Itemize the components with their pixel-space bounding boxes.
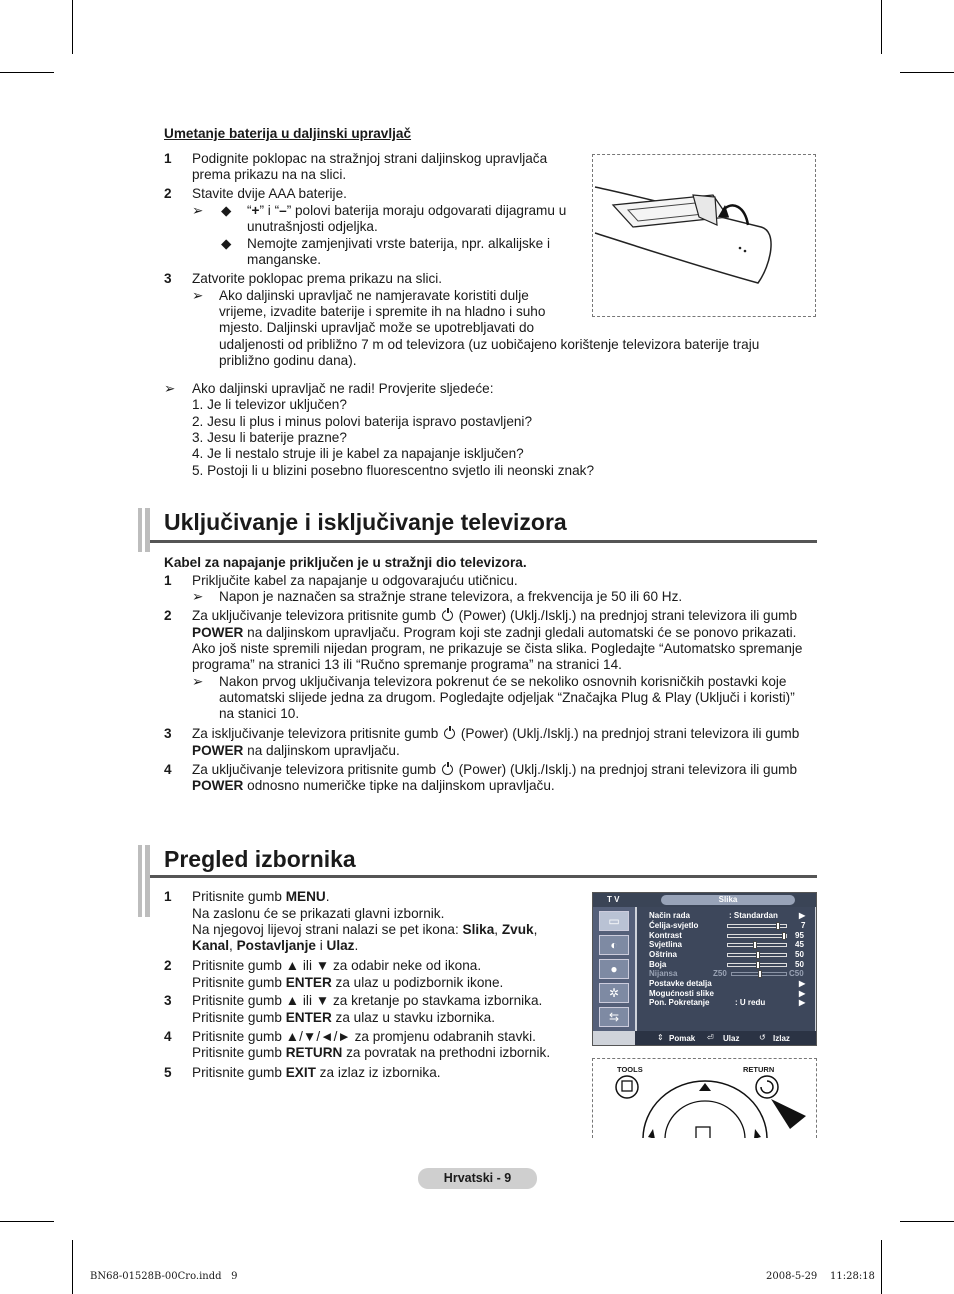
slider-knob xyxy=(756,951,760,959)
tv-menu-row: Oštrina xyxy=(649,950,678,959)
step-number: 4 xyxy=(164,762,172,777)
tv-menu-slider xyxy=(727,924,787,928)
footer-exit: Izlaz xyxy=(773,1034,790,1043)
checklist-text: Ako daljinski upravljač ne radi! Provjerite sljedeće: xyxy=(192,381,494,396)
step-number: 2 xyxy=(164,958,172,973)
file-info: BN68-01528B-00Cro.indd 9 xyxy=(90,1271,238,1282)
note-text: manganske. xyxy=(247,252,322,267)
tv-menu-row: Način rada xyxy=(649,911,690,920)
step-text: POWER na daljinskom upravljaču. xyxy=(192,743,400,758)
tv-label: T V xyxy=(607,895,620,904)
step-text: prema prikazu na na slici. xyxy=(192,167,347,182)
tv-menu-header: Slika xyxy=(661,895,795,905)
tv-menu-value: 95 xyxy=(795,931,804,940)
tv-menu-row: Boja xyxy=(649,960,667,969)
note-text: Nemojte zamjenjivati vrste baterija, npr. alkalijske i xyxy=(247,236,550,251)
crop-mark xyxy=(881,1240,882,1294)
tv-menu-row-disabled: Nijansa xyxy=(649,969,678,978)
checklist-item: 3. Jesu li baterije prazne? xyxy=(192,430,347,445)
step-text: Zatvorite poklopac prema prikazu na slici. xyxy=(192,271,443,286)
footer-enter: Ulaz xyxy=(723,1034,740,1043)
tv-menu-value: Z50 xyxy=(713,969,727,978)
note-arrow-icon: ➢ xyxy=(192,288,204,303)
crop-mark xyxy=(900,1221,954,1222)
slider-knob xyxy=(753,941,757,949)
tv-menu-topbar xyxy=(593,893,816,907)
tv-menu-value: C50 xyxy=(789,969,804,978)
crop-mark xyxy=(0,72,54,73)
battery-heading: Umetanje baterija u daljinski upravljač xyxy=(164,126,412,141)
tv-menu-arrow: ▶ xyxy=(799,911,806,920)
enter-icon: ⏎ xyxy=(707,1033,714,1042)
section-rule xyxy=(150,540,817,543)
page-number-badge: Hrvatski - 9 xyxy=(418,1168,537,1189)
tv-menu-slider xyxy=(727,943,787,947)
step-text: Na zaslonu će se prikazati glavni izbornik. xyxy=(192,906,445,921)
tv-menu-arrow: ▶ xyxy=(799,979,806,988)
tv-menu-value: 45 xyxy=(795,940,804,949)
step-number: 3 xyxy=(164,271,172,286)
step-text: POWER odnosno numeričke tipke na daljinskom upravljaču. xyxy=(192,778,555,793)
slider-knob xyxy=(782,932,786,940)
tv-menu-slider xyxy=(731,972,787,976)
section-title-power: Uključivanje i isključivanje televizora xyxy=(164,509,567,535)
tv-menu-screenshot xyxy=(592,892,817,1046)
note-text: na stanici 10. xyxy=(219,706,300,721)
tv-menu-value: 7 xyxy=(801,921,806,930)
slider-knob xyxy=(756,961,760,969)
tv-menu-slider xyxy=(727,963,787,967)
step-text: Pritisnite gumb MENU. xyxy=(192,889,330,904)
footer-move: Pomak xyxy=(669,1034,696,1043)
step-number: 3 xyxy=(164,993,172,1008)
section-marker xyxy=(138,845,150,917)
crop-mark xyxy=(72,0,73,54)
picture-icon: ▭ xyxy=(599,911,629,931)
input-icon: ⇆ xyxy=(599,1007,629,1027)
tools-label: TOOLS xyxy=(617,1065,643,1074)
power-icon xyxy=(444,728,455,739)
note-arrow-icon: ➢ xyxy=(192,203,204,218)
note-arrow-icon: ➢ xyxy=(164,381,176,396)
print-date: 2008-5-29 11:28:18 xyxy=(766,1271,875,1282)
note-text: automatski slijede jedna za drugom. Pogledajte odjeljak “Značajka Plug & Play (Uključi i koristi)” xyxy=(219,690,795,705)
section-marker xyxy=(138,508,150,552)
step-text: Ako još niste spremili nijedan program, ne prikazuje se čista slika. Pogledajte “Automatsko spremanje xyxy=(192,641,803,656)
section-title-menu: Pregled izbornika xyxy=(164,846,356,872)
step-number: 1 xyxy=(164,889,172,904)
tv-menu-row: Svjetlina xyxy=(649,940,682,949)
tv-menu-value: : U redu xyxy=(735,998,766,1007)
bullet-icon: ◆ xyxy=(221,203,232,218)
step-text: POWER na daljinskom upravljaču. Program koji ste zadnji gledali automatski će se ponovo prikazati. xyxy=(192,625,797,640)
tv-menu-value: 50 xyxy=(795,960,804,969)
checklist-item: 4. Je li nestalo struje ili je kabel za napajanje isključen? xyxy=(192,446,524,461)
tv-menu-sidebar xyxy=(593,907,635,1031)
tv-menu-slider xyxy=(727,953,787,957)
step-text: Pritisnite gumb ▲/▼/◄/► za promjenu odabranih stavki. xyxy=(192,1029,536,1044)
section-rule xyxy=(150,875,817,878)
setup-icon: ✲ xyxy=(599,983,629,1003)
step-number: 4 xyxy=(164,1029,172,1044)
step-text: Za uključivanje televizora pritisnite gumb (Power) (Uklj./Isklj.) na prednjoj strani televizora ili gumb xyxy=(192,608,798,623)
updown-icon: ⇕ xyxy=(657,1033,664,1042)
tv-menu-arrow: ▶ xyxy=(799,989,806,998)
power-icon xyxy=(442,764,453,775)
checklist-item: 1. Je li televizor uključen? xyxy=(192,397,347,412)
return-label: RETURN xyxy=(743,1065,775,1074)
tv-menu-arrow: ▶ xyxy=(799,998,806,1007)
step-text: programa” na stranici 13 ili “Ručno spremanje programa” na stranici 14. xyxy=(192,657,622,672)
step-text: Pritisnite gumb RETURN za povratak na prethodni izbornik. xyxy=(192,1045,551,1060)
crop-mark xyxy=(881,0,882,54)
power-icon xyxy=(442,610,453,621)
step-number: 1 xyxy=(164,151,172,166)
step-number: 1 xyxy=(164,573,172,588)
crop-mark xyxy=(0,1221,54,1222)
step-text: Kanal, Postavljanje i Ulaz. xyxy=(192,938,359,953)
step-text: Pritisnite gumb ENTER za ulaz u stavku izbornika. xyxy=(192,1010,495,1025)
note-text: “+” i “–” polovi baterija moraju odgovarati dijagramu u xyxy=(247,203,567,218)
step-text: Za isključivanje televizora pritisnite gumb (Power) (Uklj./Isklj.) na prednjoj strani televizora ili gumb xyxy=(192,726,800,741)
step-number: 2 xyxy=(164,186,172,201)
section-intro: Kabel za napajanje priključen je u stražnji dio televizora. xyxy=(164,555,527,570)
note-arrow-icon: ➢ xyxy=(192,589,204,604)
slider-knob xyxy=(758,970,762,978)
tv-menu-row: Kontrast xyxy=(649,931,682,940)
slider-knob xyxy=(776,922,780,930)
tv-menu-row: Ćelija-svjetlo xyxy=(649,921,699,930)
step-text: Pritisnite gumb ▲ ili ▼ za odabir neke od ikona. xyxy=(192,958,482,973)
step-number: 5 xyxy=(164,1065,172,1080)
step-text: Na njegovoj lijevoj strani nalazi se pet ikona: Slika, Zvuk, xyxy=(192,922,538,937)
crop-mark xyxy=(72,1240,73,1294)
tv-menu-row: Pon. Pokretanje xyxy=(649,998,710,1007)
step-text: Stavite dvije AAA baterije. xyxy=(192,186,347,201)
note-text: udaljenosti od približno 7 m od televizora (uz uobičajeno korištenje televizora baterije traju xyxy=(219,337,760,352)
checklist-item: 5. Postoji li u blizini posebno fluorescentno svjetlo ili neonski znak? xyxy=(192,463,594,478)
tv-menu-footer xyxy=(635,1031,816,1045)
crop-mark xyxy=(900,72,954,73)
note-text: Ako daljinski upravljač ne namjeravate koristiti dulje xyxy=(219,288,529,303)
note-text: mjesto. Daljinski upravljač može se upotrebljavati do xyxy=(219,320,535,335)
step-text: Za uključivanje televizora pritisnite gumb (Power) (Uklj./Isklj.) na prednjoj strani televizora ili gumb xyxy=(192,762,798,777)
note-text: Napon je naznačen sa stražnje strane televizora, a frekvencija je 50 ili 60 Hz. xyxy=(219,589,683,604)
sound-icon: ◐ xyxy=(599,935,629,955)
bullet-icon: ◆ xyxy=(221,236,232,251)
channel-icon: ● xyxy=(599,959,629,979)
tv-menu-row: Mogućnosti slike xyxy=(649,989,714,998)
tv-menu-row: Postavke detalja xyxy=(649,979,712,988)
return-icon: ↺ xyxy=(759,1033,766,1042)
checklist-item: 2. Jesu li plus i minus polovi baterija ispravo postavljeni? xyxy=(192,414,533,429)
step-number: 3 xyxy=(164,726,172,741)
note-text: približno godinu dana). xyxy=(219,353,357,368)
note-text: Nakon prvog uključivanja televizora pokrenut će se nekoliko osnovnih korisničkih postavki koje xyxy=(219,674,787,689)
step-text: Pritisnite gumb ENTER za ulaz u podizbornik ikone. xyxy=(192,975,504,990)
step-text: Pritisnite gumb EXIT za izlaz iz izbornika. xyxy=(192,1065,441,1080)
note-arrow-icon: ➢ xyxy=(192,674,204,689)
step-number: 2 xyxy=(164,608,172,623)
tv-menu-value: 50 xyxy=(795,950,804,959)
remote-battery-illustration xyxy=(592,154,816,317)
tv-menu-value: : Standardan xyxy=(729,911,778,920)
note-text: unutrašnjosti odjeljka. xyxy=(247,219,378,234)
step-text: Podignite poklopac na stražnjoj strani daljinskog upravljača xyxy=(192,151,548,166)
note-text: vrijeme, izvadite baterije i spremite ih na hladno i suho xyxy=(219,304,546,319)
step-text: Pritisnite gumb ▲ ili ▼ za kretanje po stavkama izbornika. xyxy=(192,993,543,1008)
tv-menu-slider xyxy=(727,934,787,938)
step-text: Priključite kabel za napajanje u odgovarajuću utičnicu. xyxy=(192,573,518,588)
remote-buttons-illustration xyxy=(592,1058,817,1138)
